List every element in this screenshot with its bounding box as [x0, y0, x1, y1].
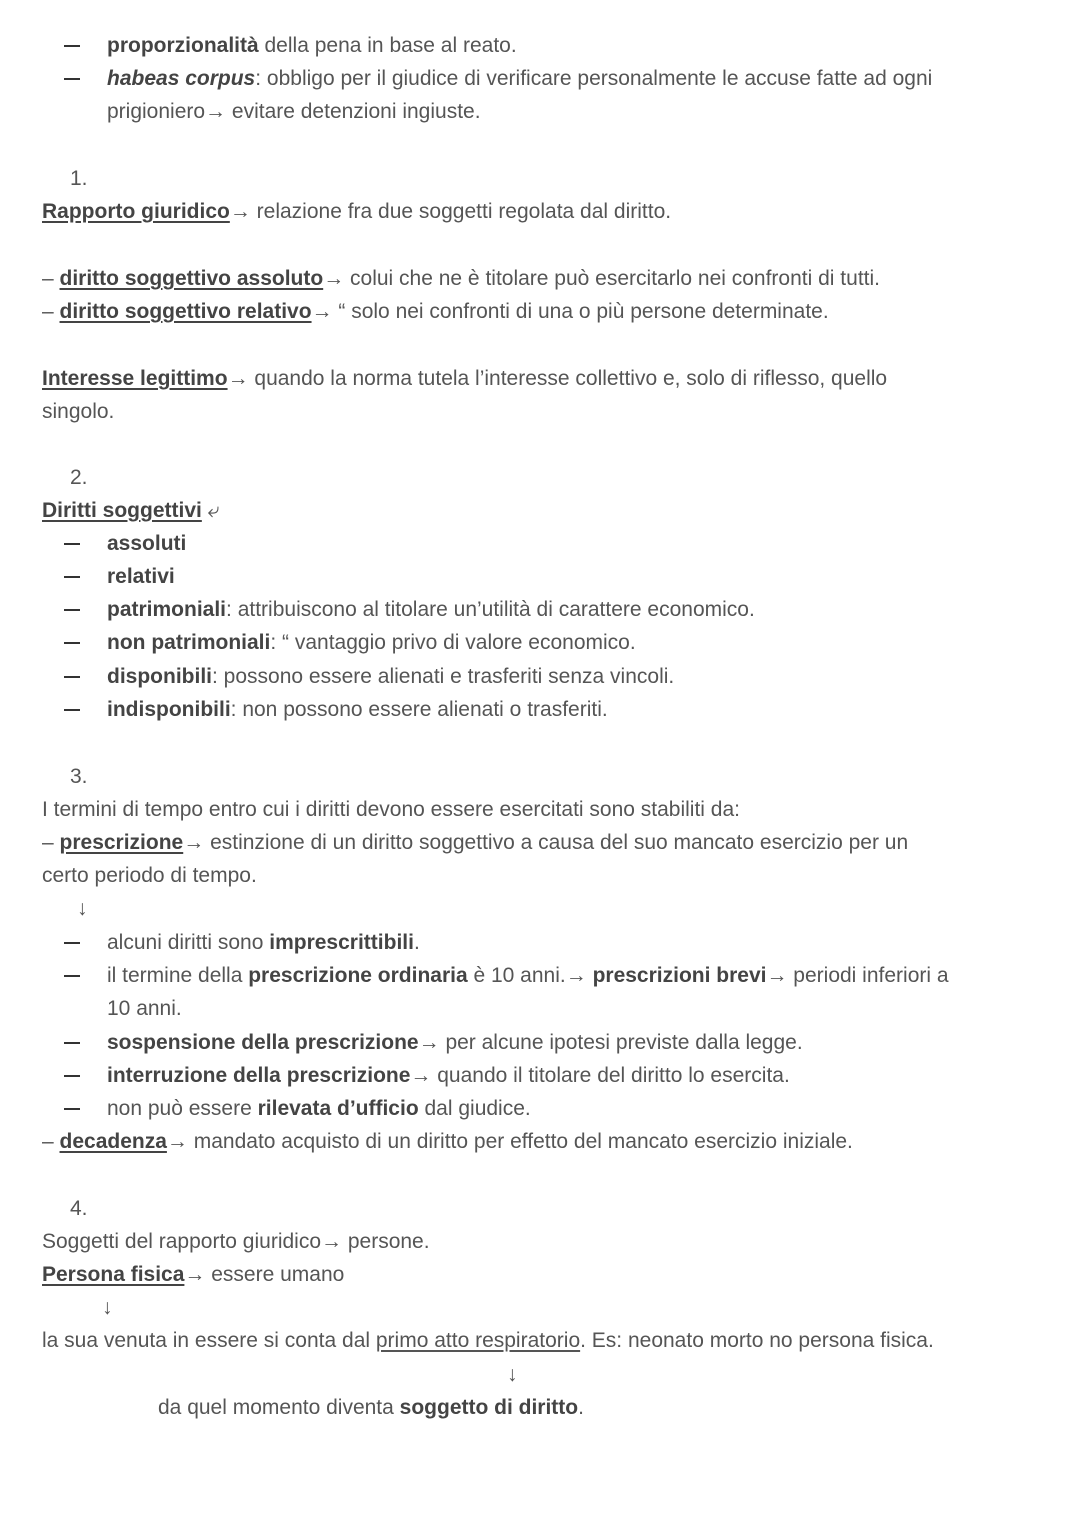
definition-line: – decadenza→ mandato acquisto di un diritto per effetto del mancato esercizio iniziale. — [42, 1130, 853, 1153]
list-item: assoluti — [107, 532, 187, 555]
definition-line: – diritto soggettivo relativo→ “ solo nei confronti di una o più persone determinate. — [42, 300, 829, 323]
down-arrow-icon: ↓ — [507, 1363, 518, 1386]
bullet-dash — [64, 576, 80, 578]
section-number: 4. — [70, 1197, 88, 1220]
bullet-dash — [64, 1042, 80, 1044]
list-item-continuation: prigioniero→ evitare detenzioni ingiuste. — [107, 100, 481, 123]
bullet-dash — [64, 1075, 80, 1077]
definition-line: – prescrizione→ estinzione di un diritto soggettivo a causa del suo mancato esercizio per un — [42, 831, 909, 854]
list-item: sospensione della prescrizione→ per alcune ipotesi previste dalla legge. — [107, 1031, 803, 1054]
list-item: alcuni diritti sono imprescrittibili. — [107, 931, 420, 954]
list-item: non può essere rilevata d’ufficio dal giudice. — [107, 1097, 531, 1120]
bullet-dash — [64, 642, 80, 644]
definition-line: Persona fisica→ essere umano — [42, 1263, 345, 1286]
section-number: 2. — [70, 466, 88, 489]
paragraph: Soggetti del rapporto giuridico→ persone. — [42, 1230, 430, 1253]
list-item: indisponibili: non possono essere alienati o trasferiti. — [107, 698, 608, 721]
list-item: il termine della prescrizione ordinaria è 10 anni.→ prescrizioni brevi→ periodi inferiori a — [107, 964, 949, 987]
bullet-dash — [64, 543, 80, 545]
definition-continuation: singolo. — [42, 400, 115, 423]
list-item: disponibili: possono essere alienati e trasferiti senza vincoli. — [107, 665, 675, 688]
definition-line: – diritto soggettivo assoluto→ colui che ne è titolare può esercitarlo nei confronti di tutti. — [42, 267, 880, 290]
paragraph: la sua venuta in essere si conta dal primo atto respiratorio. Es: neonato morto no persona fisica. — [42, 1329, 934, 1352]
section-number: 3. — [70, 765, 88, 788]
list-item: proporzionalità della pena in base al reato. — [107, 34, 517, 57]
list-item-continuation: 10 anni. — [107, 997, 182, 1020]
paragraph: da quel momento diventa soggetto di diritto. — [158, 1396, 584, 1419]
bullet-dash — [64, 78, 80, 80]
paragraph: I termini di tempo entro cui i diritti devono essere esercitati sono stabiliti da: — [42, 798, 740, 821]
return-arrow-icon: ⤶ — [207, 499, 220, 522]
down-arrow-icon: ↓ — [77, 897, 88, 920]
down-arrow-icon: ↓ — [102, 1296, 113, 1319]
definition-continuation: certo periodo di tempo. — [42, 864, 257, 887]
section-heading: Diritti soggettivi ⤶ — [42, 499, 220, 522]
bullet-dash — [64, 709, 80, 711]
list-item: interruzione della prescrizione→ quando il titolare del diritto lo esercita. — [107, 1064, 790, 1087]
list-item: non patrimoniali: “ vantaggio privo di valore economico. — [107, 631, 636, 654]
list-item: relativi — [107, 565, 175, 588]
bullet-dash — [64, 975, 80, 977]
bullet-dash — [64, 45, 80, 47]
definition-line: Rapporto giuridico→ relazione fra due soggetti regolata dal diritto. — [42, 200, 672, 223]
bullet-dash — [64, 676, 80, 678]
bullet-dash — [64, 1108, 80, 1110]
list-item: habeas corpus: obbligo per il giudice di verificare personalmente le accuse fatte ad ogni — [107, 67, 933, 90]
bullet-dash — [64, 609, 80, 611]
bullet-dash — [64, 942, 80, 944]
definition-line: Interesse legittimo→ quando la norma tutela l’interesse collettivo e, solo di riflesso, quello — [42, 367, 888, 390]
section-number: 1. — [70, 167, 88, 190]
list-item: patrimoniali: attribuiscono al titolare un’utilità di carattere economico. — [107, 598, 755, 621]
